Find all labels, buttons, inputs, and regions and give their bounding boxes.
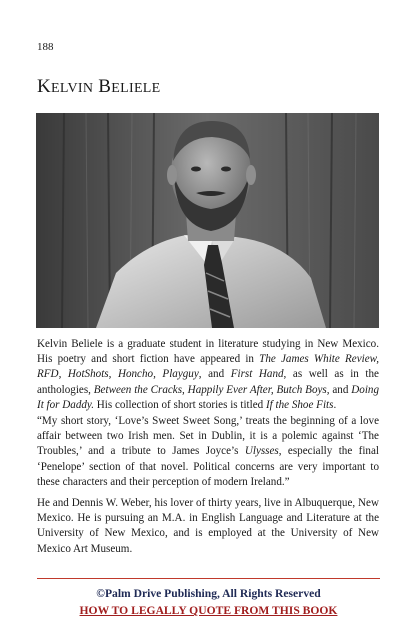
italic-title-text: If the Shoe Fits xyxy=(265,398,334,411)
legal-quote-link[interactable]: HOW TO LEGALLY QUOTE FROM THIS BOOK xyxy=(79,604,338,617)
author-first-rest: ELVIN xyxy=(51,81,94,96)
author-last-rest: ELIELE xyxy=(111,81,161,96)
bio-text-run: , as well as in the anthologies, xyxy=(37,368,379,396)
footer-divider xyxy=(37,578,380,579)
bio-text-run: , especially the final ‘Penelope’ section of that novel. Political concerns are very important to these characters and their perception of modern Ireland.” xyxy=(37,445,379,488)
copyright-notice: ©Palm Drive Publishing, All Rights Reserved xyxy=(96,587,321,600)
bio-text-run: and xyxy=(329,383,352,396)
italic-title-text: Between the Cracks, Happily Ever After, Butch Boys, xyxy=(93,383,330,396)
bio-text-run: . xyxy=(333,398,337,411)
italic-title-text: Ulysses xyxy=(244,445,279,458)
author-first-initial: K xyxy=(37,76,52,97)
bio-paragraph-3 xyxy=(37,496,379,557)
italic-title-text: First Hand xyxy=(230,368,284,381)
bio-paragraph-2 xyxy=(37,414,379,490)
author-heading xyxy=(37,76,161,98)
bio-text-run: Kelvin Beliele is a graduate student in literature studying in New Mexico. His poetry and short fiction have appeared in xyxy=(37,338,379,366)
bio-text-run: , and xyxy=(198,368,231,381)
bio-text-run: “My short story, ‘Love’s Sweet Sweet Song,’ treats the beginning of a love affair between two Irish men. Set in Dublin, it is a polemic against ‘The Troubles,’ and a tribute to James Joyce’s xyxy=(37,415,379,458)
italic-title-text: The James White Review, RFD, HotShots, Honcho, Playguy xyxy=(37,353,379,381)
footer xyxy=(37,586,380,619)
author-last-initial: B xyxy=(98,76,112,97)
bio-text-run: He and Dennis W. Weber, his lover of thirty years, live in Albuquerque, New Mexico. He is pursuing an M.A. in English Language and Literature at the University of New Mexico, and is employed at the University of New Mexico Art Museum. xyxy=(37,497,379,555)
page-number: 188 xyxy=(37,41,54,53)
italic-title-text: Doing It for Daddy. xyxy=(37,383,379,411)
bio-text-run: His collection of short stories is titled xyxy=(94,398,266,411)
author-portrait-photo xyxy=(36,113,379,328)
bio-paragraph-1 xyxy=(37,337,379,413)
